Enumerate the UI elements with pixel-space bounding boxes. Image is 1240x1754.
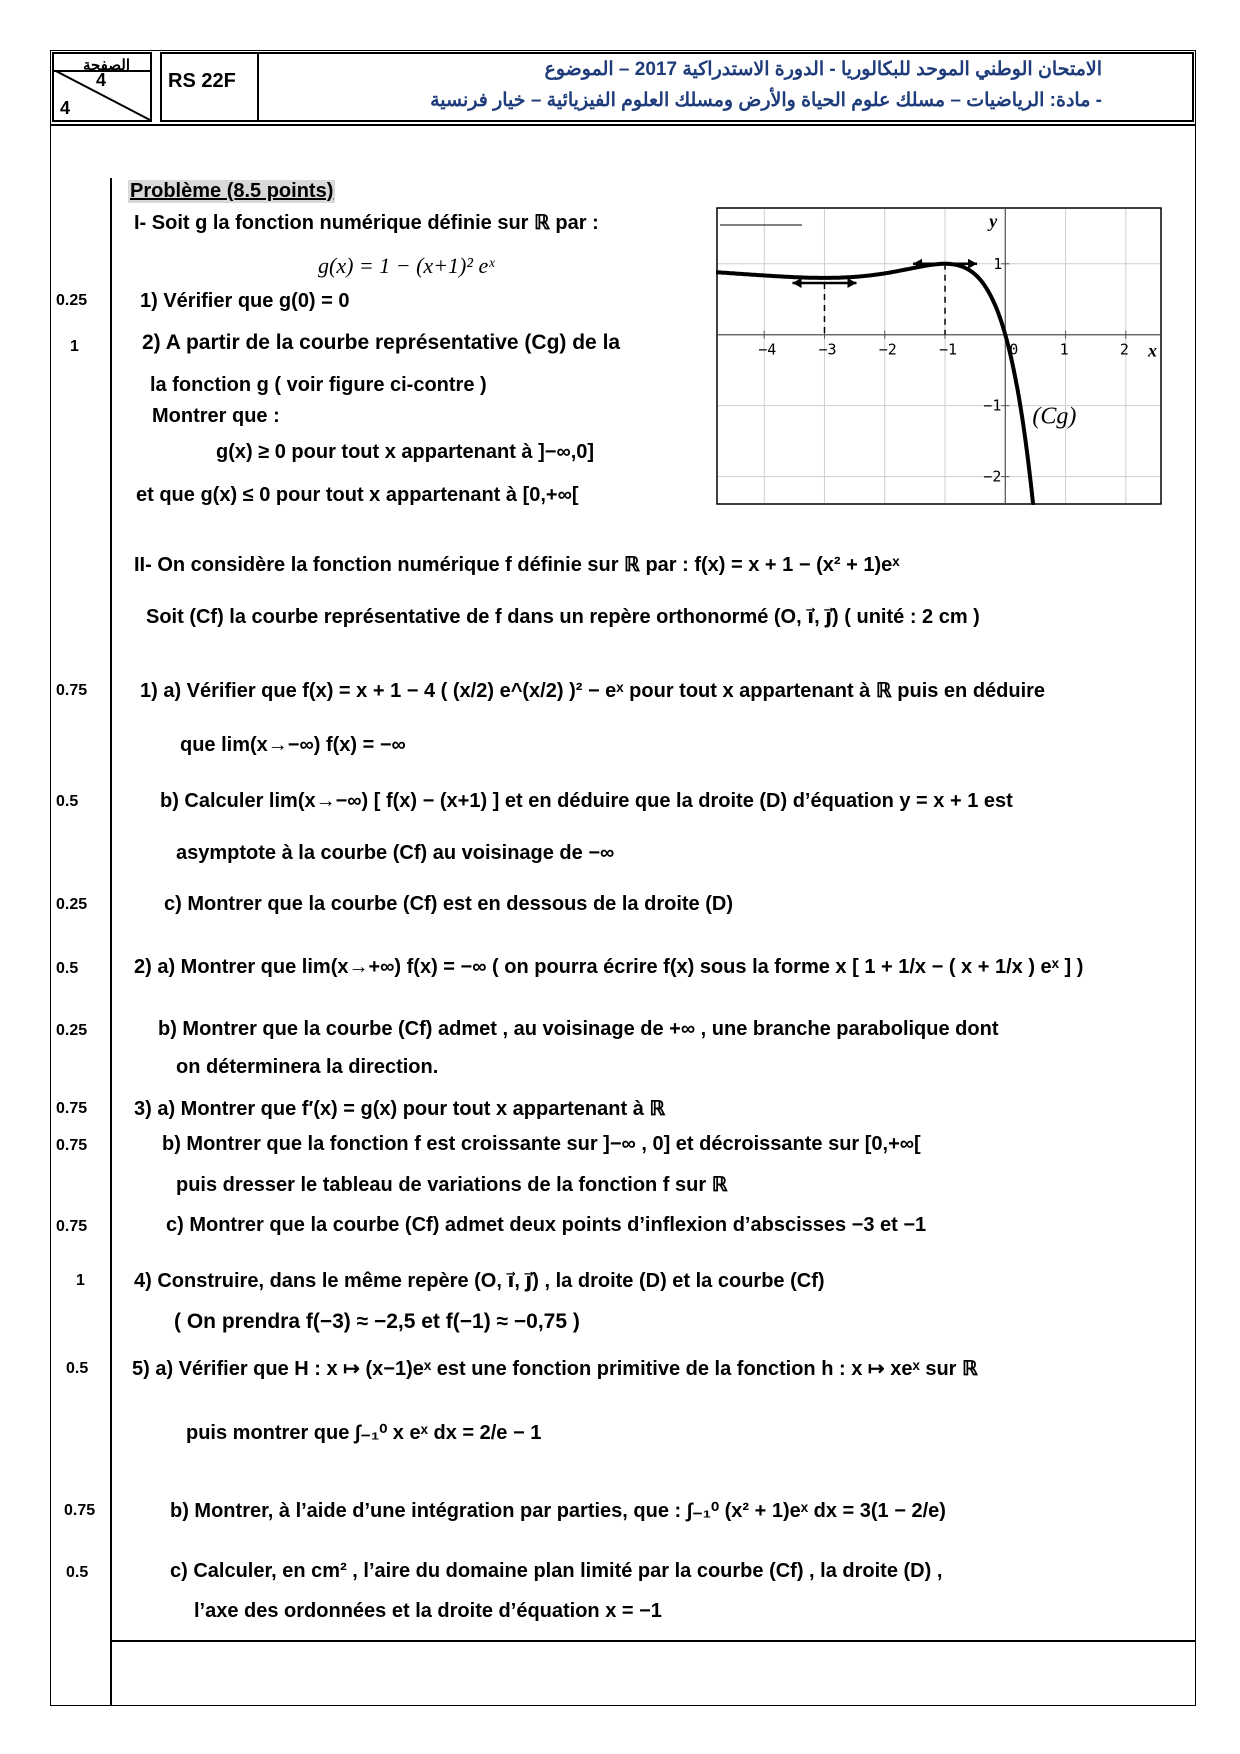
points-q1: 0.25 — [56, 292, 88, 309]
x-tick-label: 1 — [1059, 340, 1069, 359]
question-5b: b) Montrer, à l’aide d’une intégration par parties, que : ∫₋₁⁰ (x² + 1)eˣ dx = 3(1 − 2/e) — [170, 1500, 946, 1522]
points-q5a: 0.5 — [66, 1360, 89, 1377]
question-1b-line2: asymptote à la courbe (Cf) au voisinage de −∞ — [176, 842, 615, 864]
question-2a: 2) a) Montrer que lim(x→+∞) f(x) = −∞ ( on pourra écrire f(x) sous la forme x [ 1 + 1/x − ( x + 1/x ) eˣ ] ) — [134, 956, 1084, 978]
question-5a: 5) a) Vérifier que H : x ↦ (x−1)eˣ est une fonction primitive de la fonction h : x ↦ xeˣ sur ℝ — [132, 1358, 978, 1380]
header-divider — [50, 124, 1196, 126]
exam-title-line2: - مادة: الرياضيات – مسلك علوم الحياة والأرض ومسلك العلوم الفيزيائية – خيار فرنسية — [430, 90, 1102, 111]
points-q1a: 0.75 — [56, 682, 88, 699]
x-tick-label: 2 — [1119, 340, 1129, 359]
question-3b: b) Montrer que la fonction f est croissante sur ]−∞ , 0] et décroissante sur [0,+∞[ — [162, 1133, 921, 1155]
y-tick-label: 1 — [993, 254, 1003, 273]
question-5c-line2: l’axe des ordonnées et la droite d’équation x = −1 — [194, 1600, 662, 1622]
points-q2b: 0.25 — [56, 1022, 88, 1039]
bottom-divider — [110, 1640, 1196, 1642]
points-q3b: 0.75 — [56, 1137, 88, 1154]
part1-intro: I- Soit g la fonction numérique définie sur ℝ par : — [134, 212, 599, 234]
question-1c: c) Montrer que la courbe (Cf) est en dessous de la droite (D) — [164, 893, 733, 915]
exam-title-box — [257, 52, 1194, 122]
question-2-line4: g(x) ≥ 0 pour tout x appartenant à ]−∞,0] — [216, 441, 595, 463]
question-1a-limit: que lim(x→−∞) f(x) = −∞ — [180, 734, 406, 756]
points-q1b: 0.5 — [56, 793, 79, 810]
exam-code: RS 22F — [160, 52, 258, 122]
margin-divider — [110, 178, 112, 1706]
points-q1c: 0.25 — [56, 896, 88, 913]
page-number: 4 — [96, 70, 107, 90]
page-label: الصفحة — [82, 57, 130, 74]
points-q4: 1 — [76, 1272, 85, 1289]
points-q5b: 0.75 — [64, 1502, 96, 1519]
question-2-line3: Montrer que : — [152, 405, 280, 427]
part2-intro: II- On considère la fonction numérique f définie sur ℝ par : f(x) = x + 1 − (x² + 1)eˣ — [134, 554, 900, 576]
curve-label: (Cg) — [1032, 403, 1077, 430]
question-2-line5: et que g(x) ≤ 0 pour tout x appartenant à [0,+∞[ — [136, 484, 579, 506]
question-4-hint: ( On prendra f(−3) ≈ −2,5 et f(−1) ≈ −0,75 ) — [174, 1310, 580, 1333]
points-q2a: 0.5 — [56, 960, 79, 977]
question-4: 4) Construire, dans le même repère (O, i⃗, j⃗) , la droite (D) et la courbe (Cf) — [134, 1270, 825, 1292]
question-3a: 3) a) Montrer que f′(x) = g(x) pour tout x appartenant à ℝ — [134, 1098, 666, 1120]
x-tick-label: −3 — [818, 340, 837, 359]
question-5a-line2: puis montrer que ∫₋₁⁰ x eˣ dx = 2/e − 1 — [186, 1422, 542, 1444]
g-definition: g(x) = 1 − (x+1)² eˣ — [318, 253, 495, 278]
x-tick-label: −4 — [758, 340, 777, 359]
cg-graph — [716, 207, 1162, 505]
question-2-line1: 2) A partir de la courbe représentative (Cg) de la — [142, 331, 621, 354]
question-1b: b) Calculer lim(x→−∞) [ f(x) − (x+1) ] et en déduire que la droite (D) d’équation y = x + 1 est — [160, 790, 1013, 812]
x-tick-label: −1 — [939, 340, 958, 359]
points-q2: 1 — [70, 338, 79, 355]
question-1a: 1) a) Vérifier que f(x) = x + 1 − 4 ( (x/2) e^(x/2) )² − eˣ pour tout x appartenant à ℝ puis en déduire — [140, 680, 1046, 702]
question-5c: c) Calculer, en cm² , l’aire du domaine plan limité par la courbe (Cf) , la droite (D) , — [170, 1560, 943, 1582]
page-number-box — [52, 52, 152, 122]
problem-title: Problème (8.5 points) — [130, 180, 334, 202]
y-axis-label: y — [989, 211, 998, 231]
x-tick-label: −2 — [878, 340, 897, 359]
question-2b-line2: on déterminera la direction. — [176, 1056, 439, 1078]
points-q3a: 0.75 — [56, 1100, 88, 1117]
x-tick-label: 0 — [1009, 340, 1019, 359]
question-1: 1) Vérifier que g(0) = 0 — [140, 290, 350, 312]
part2-soit: Soit (Cf) la courbe représentative de f dans un repère orthonormé (O, i⃗, j⃗) ( unité : 2 cm ) — [146, 606, 980, 628]
question-2b: b) Montrer que la courbe (Cf) admet , au voisinage de +∞ , une branche parabolique dont — [158, 1018, 999, 1040]
question-3b-line2: puis dresser le tableau de variations de la fonction f sur ℝ — [176, 1174, 728, 1196]
y-tick-label: −1 — [983, 396, 1002, 415]
points-q3c: 0.75 — [56, 1218, 88, 1235]
y-tick-label: −2 — [983, 467, 1002, 486]
question-3c: c) Montrer que la courbe (Cf) admet deux points d’inflexion d’abscisses −3 et −1 — [166, 1214, 927, 1236]
x-axis-label: x — [1148, 340, 1157, 361]
points-q5c: 0.5 — [66, 1564, 89, 1581]
question-2-line2: la fonction g ( voir figure ci-contre ) — [150, 374, 487, 396]
page-total: 4 — [60, 98, 71, 118]
exam-title-line1: الامتحان الوطني الموحد للبكالوريا - الدورة الاستدراكية 2017 – الموضوع — [544, 59, 1102, 80]
